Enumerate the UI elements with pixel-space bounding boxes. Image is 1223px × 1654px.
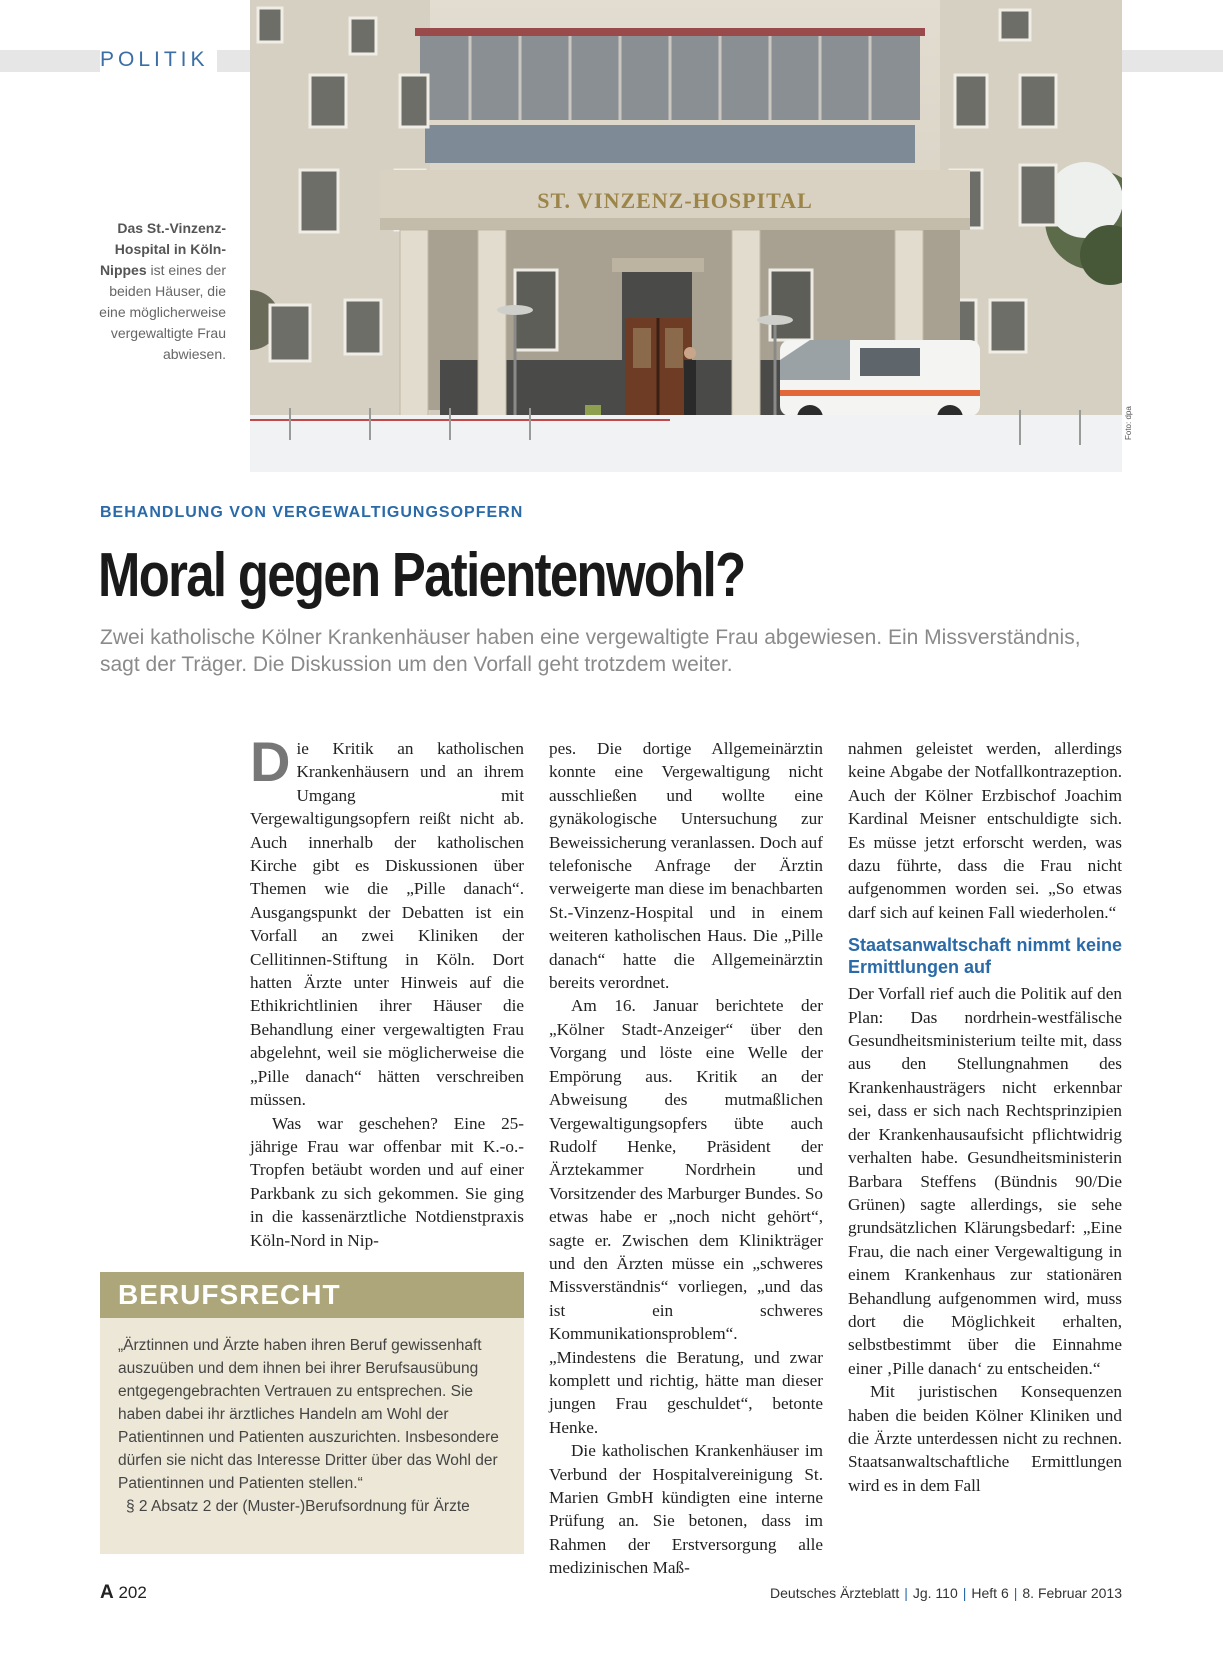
article-column-1	[250, 730, 524, 1252]
paragraph: Der Vorfall rief auch die Politik auf den Plan: Das nordrhein-westfälische Gesundheitsministerium teilte mit, dass aus den Stellungnahmen des Krankenhausträgers nicht erkennbar sei, dass er sich nach Rechtsprinzipien der Krankenhausaufsicht pflichtwidrig verhalten habe. Gesundheitsministerin Barbara Steffens (Bündnis 90/Die Grünen) sagte allerdings, sie sehe grundsätzlichen Klärungsbedarf: „Eine Frau, die nach einer Vergewaltigung in einem Krankenhaus zur stationären Behandlung aufgenommen wird, muss dort die Möglichkeit erhalten, selbstbestimmt über die Einnahme einer ‚Pille danach‘ zu entscheiden.“	[848, 984, 1122, 1378]
photo-credit: Foto: dpa	[1124, 406, 1133, 440]
subheading: Staatsanwaltschaft nimmt keine Ermittlungen auf	[848, 935, 1122, 978]
infobox-berufsrecht	[100, 1272, 524, 1554]
article-kicker: BEHANDLUNG VON VERGEWALTIGUNGSOPFERN	[100, 504, 524, 521]
infobox-title: BERUFSRECHT	[100, 1272, 524, 1318]
dropcap: D	[250, 730, 291, 793]
photo-caption	[80, 218, 226, 365]
paragraph: Am 16. Januar berichtete der „Kölner Stadt-Anzeiger“ über den Vorgang und löste eine Welle der Empörung aus. Kritik an der Abweisung des mutmaßlichen Vergewaltigungsopfers übte auch Rudolf Henke, Präsident der Ärztekammer Nordrhein und Vorsitzender des Marburger Bundes. So etwas habe er „noch nicht gehört“, sagte er. Zwischen dem Klinikträger und den Ärzten müsse ein „schweres Missverständnis“ vorliegen, „und das ist ein schweres Kommunikationsproblem“. „Mindestens die Beratung, und zwar komplett und richtig, hätte man dieser jungen Frau geschuldet“, betonte Henke.	[549, 996, 823, 1437]
issue: Heft 6	[971, 1585, 1009, 1601]
volume: Jg. 110	[912, 1585, 958, 1601]
article-headline: Moral gegen Patientenwohl?	[98, 541, 745, 610]
publication-info: Deutsches Ärzteblatt | Jg. 110 | Heft 6 | 8. Februar 2013	[770, 1585, 1122, 1601]
hospital-photo	[250, 0, 1122, 472]
infobox-source: § 2 Absatz 2 der (Muster-)Berufsordnung für Ärzte	[126, 1498, 470, 1515]
article-lead: Zwei katholische Kölner Krankenhäuser haben eine vergewaltigte Frau abgewiesen. Ein Missverständnis, sagt der Träger. Die Diskussion um den Vorfall geht trotzdem weiter.	[100, 626, 1081, 676]
paragraph: pes. Die dortige Allgemeinärztin konnte eine Vergewaltigung nicht ausschließen und wollte eine gynäkologische Untersuchung zur Beweissicherung veranlassen. Doch auf telefonische Anfrage der Ärztin verweigerte man diese im benachbarten St.-Vinzenz-Hospital und in einem weiteren katholischen Haus. Die „Pille danach“ hatte die Allgemeinärztin bereits verordnet.	[549, 739, 823, 993]
page-number: A 202	[100, 1582, 147, 1603]
paragraph: Die katholischen Krankenhäuser im Verbund der Hospitalvereinigung St. Marien GmbH kündigten eine interne Prüfung an. Sie betonen, dass im Rahmen der Erstversorgung alle medizinischen Maß-	[549, 1441, 823, 1578]
article-column-2	[549, 737, 823, 1580]
caption-bold: Das St.-Vinzenz-Hospital in Köln-Nippes	[99, 220, 226, 278]
article-column-3	[848, 737, 1122, 1497]
paragraph: Die Kritik an katholischen Krankenhäusern und an ihrem Umgang mit Vergewaltigungsopfern reißt nicht ab. Auch innerhalb der katholischen Kirche gibt es Diskussionen über Themen wie die „Pille danach“. Ausgangspunkt der Debatten ist ein Vorfall an zwei Kliniken der Cellitinnen-Stiftung in Köln. Dort hatten Ärzte unter Hinweis auf die Ethikrichtlinien ihrer Häuser die Behandlung einer vergewaltigten Frau abgelehnt, weil sie möglicherweise die „Pille danach“ hätten verschreiben müssen.	[250, 730, 524, 1110]
paragraph: nahmen geleistet werden, allerdings keine Abgabe der Notfallkontrazeption. Auch der Kölner Erzbischof Joachim Kardinal Meisner entschuldigte sich. Es müsse jetzt erforscht werden, was dazu führte, dass die Frau nicht aufgenommen worden sei. „So etwas darf sich auf keinen Fall wiederholen.“	[848, 739, 1122, 922]
infobox-quote: „Ärztinnen und Ärzte haben ihren Beruf gewissenhaft auszuüben und dem ihnen bei ihrer Berufsausübung entgegengebrachten Vertrauen zu entsprechen. Sie haben dabei ihr ärztliches Handeln am Wohl der Patientinnen und Patienten auszurichten. Insbesondere dürfen sie nicht das Interesse Dritter über das Wohl der Patientinnen und Patienten stellen.“	[118, 1337, 499, 1492]
journal-name: Deutsches Ärzteblatt	[770, 1585, 900, 1601]
caption-text: ist eines der beiden Häuser, die eine möglicherweise vergewaltigte Frau abwiesen.	[99, 262, 226, 362]
hospital-sign: ST. VINZENZ-HOSPITAL	[537, 188, 813, 213]
date: 8. Februar 2013	[1022, 1585, 1122, 1601]
paragraph: Mit juristischen Konsequenzen haben die beiden Kölner Kliniken und die Ärzte unterdessen nicht zu rechnen. Staatsanwaltschaftliche Ermittlungen wird es in dem Fall	[848, 1382, 1122, 1495]
infobox-body	[100, 1318, 524, 1518]
paragraph: Was war geschehen? Eine 25-jährige Frau war offenbar mit K.-o.-Tropfen betäubt worden und auf einer Parkbank zu sich gekommen. Sie ging in die kassenärztliche Notdienstpraxis Köln-Nord in Nip-	[250, 1113, 524, 1250]
section-label: POLITIK	[100, 48, 217, 72]
